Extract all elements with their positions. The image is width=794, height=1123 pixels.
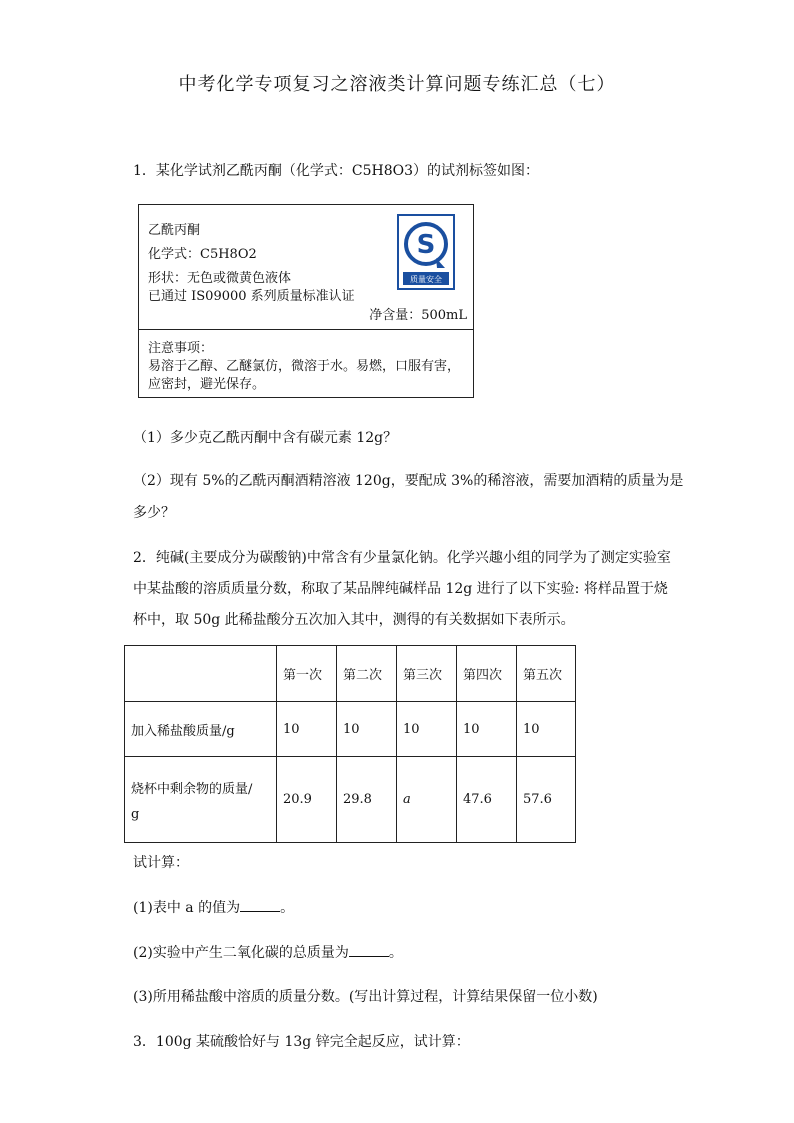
q2-calc-label: 试计算： [133,855,189,871]
label-state: 形状：无色或微黄色液体 [148,271,292,286]
table-cell: 10 [397,702,457,757]
q1-part2-line1: （2）现有 5%的乙酰丙酮酒精溶液 120g，要配成 3%的稀溶液，需要加酒精的质量为是 [133,473,684,489]
table-cell: 29.8 [337,757,397,843]
q1-intro: 1．某化学试剂乙酰丙酮（化学式：C5H8O3）的试剂标签如图： [133,163,540,179]
qs-logo-text: 质量安全 [410,275,442,284]
table-cell: 20.9 [277,757,337,843]
table-header-row [125,646,576,702]
q2-part3: (3)所用稀盐酸中溶质的质量分数。(写出计算过程，计算结果保留一位小数) [133,989,598,1005]
table-header-cell [125,646,277,702]
q3-line1: 3．100g 某硫酸恰好与 13g 锌完全起反应，试计算： [133,1034,470,1050]
q2-part1-end: 。 [280,900,295,916]
table-header-cell: 第一次 [277,646,337,702]
q2-line2: 中某盐酸的溶质质量分数，称取了某品牌纯碱样品 12g 进行了以下实验: 将样品置于烧 [133,581,668,597]
table-cell: 10 [277,702,337,757]
table-cell: 加入稀盐酸质量/g [125,702,277,757]
q2-part2 [133,942,403,962]
table-header-cell: 第四次 [457,646,517,702]
table-cell [125,757,277,843]
answer-blank [349,942,389,957]
label-net-content: 净含量：500mL [369,308,467,323]
data-table [124,645,576,843]
table-row [125,757,576,843]
table-cell: 47.6 [457,757,517,843]
label-notes-title: 注意事项： [148,341,214,356]
q2-part2-end: 。 [388,945,403,961]
label-cert: 已通过 IS09000 系列质量标准认证 [148,289,355,304]
table-cell: 57.6 [517,757,576,843]
table-cell: a [397,757,457,843]
q2-part1-text: (1)表中 a 的值为 [133,900,241,916]
q1-part1: （1）多少克乙酰丙酮中含有碳元素 12g？ [133,430,398,446]
table-cell: 10 [337,702,397,757]
table-header-cell: 第三次 [397,646,457,702]
label-notes-line1: 易溶于乙醇、乙醚氯仿，微溶于水。易燃，口服有害， [148,359,461,374]
qs-quality-safety-icon [397,214,455,290]
table-cell: 10 [457,702,517,757]
table-cell: 10 [517,702,576,757]
label-notes-line2: 应密封，避光保存。 [148,377,266,392]
answer-blank [240,897,280,912]
reagent-label [138,204,474,398]
q2-line1: 2．纯碱(主要成分为碳酸钠)中常含有少量氯化钠。化学兴趣小组的同学为了测定实验室 [133,550,671,566]
qs-logo-letter: S [416,230,436,260]
row-label-line2: g [131,806,140,822]
q1-part2-line2: 多少？ [133,505,175,521]
table-row [125,702,576,757]
q2-part2-text: (2)实验中产生二氧化碳的总质量为 [133,945,349,961]
q2-line3: 杯中，取 50g 此稀盐酸分五次加入其中，测得的有关数据如下表所示。 [133,612,575,628]
label-divider [139,329,473,330]
row-label-line1: 烧杯中剩余物的质量/ [131,781,253,797]
q2-part1 [133,897,294,917]
table-header-cell: 第五次 [517,646,576,702]
table-header-cell: 第二次 [337,646,397,702]
label-formula: 化学式：C5H8O2 [148,247,257,262]
label-name: 乙酰丙酮 [148,223,201,238]
page-title: 中考化学专项复习之溶液类计算问题专练汇总（七） [178,74,616,95]
